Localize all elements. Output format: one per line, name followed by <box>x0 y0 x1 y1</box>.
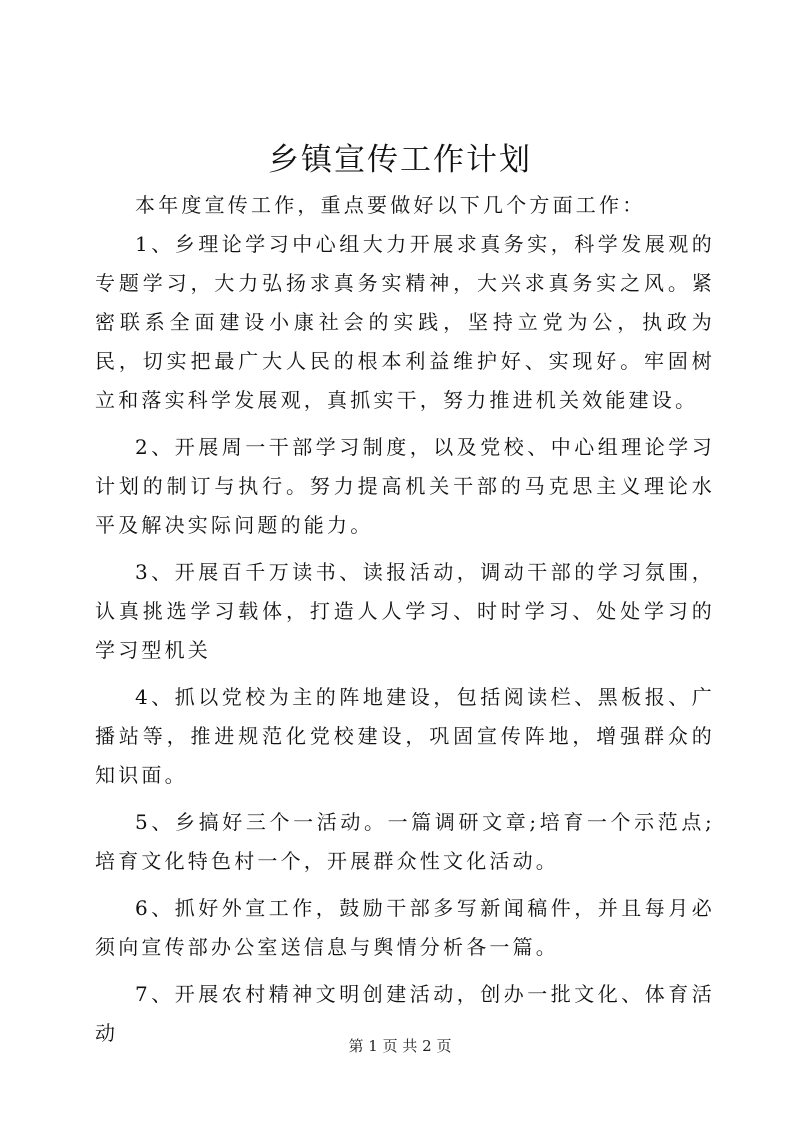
paragraph-item-4: 4、抓以党校为主的阵地建设，包括阅读栏、黑板报、广播站等，推进规范化党校建设，巩固宣传阵地，增强群众的知识面。 <box>95 685 715 787</box>
paragraph-item-3: 3、开展百千万读书、读报活动，调动干部的学习氛围，认真挑选学习载体，打造人人学习、时时学习、处处学习的学习型机关 <box>95 560 715 662</box>
paragraph-item-1: 1、乡理论学习中心组大力开展求真务实，科学发展观的专题学习，大力弘扬求真务实精神，大兴求真务实之风。紧密联系全面建设小康社会的实践，坚持立党为公，执政为民，切实把最广大人民的根本利益维护好、实现好。牢固树立和落实科学发展观，真抓实干，努力推进机关效能建设。 <box>95 232 715 412</box>
document-title: 乡镇宣传工作计划 <box>268 142 532 178</box>
paragraph-item-5: 5、乡搞好三个一活动。一篇调研文章;培育一个示范点;培育文化特色村一个，开展群众性文化活动。 <box>95 810 715 873</box>
paragraph-item-7: 7、开展农村精神文明创建活动，创办一批文化、体育活动 <box>95 982 715 1045</box>
document-body <box>95 186 715 1061</box>
paragraph-intro: 本年度宣传工作，重点要做好以下几个方面工作： <box>135 193 646 217</box>
paragraph-item-6: 6、抓好外宣工作，鼓励干部多写新闻稿件，并且每月必须向宣传部办公室送信息与舆情分析各一篇。 <box>95 896 715 959</box>
paragraph-item-2: 2、开展周一干部学习制度，以及党校、中心组理论学习计划的制订与执行。努力提高机关干部的马克思主义理论水平及解决实际问题的能力。 <box>95 435 715 537</box>
page-footer: 第 1 页 共 2 页 <box>348 1037 452 1055</box>
